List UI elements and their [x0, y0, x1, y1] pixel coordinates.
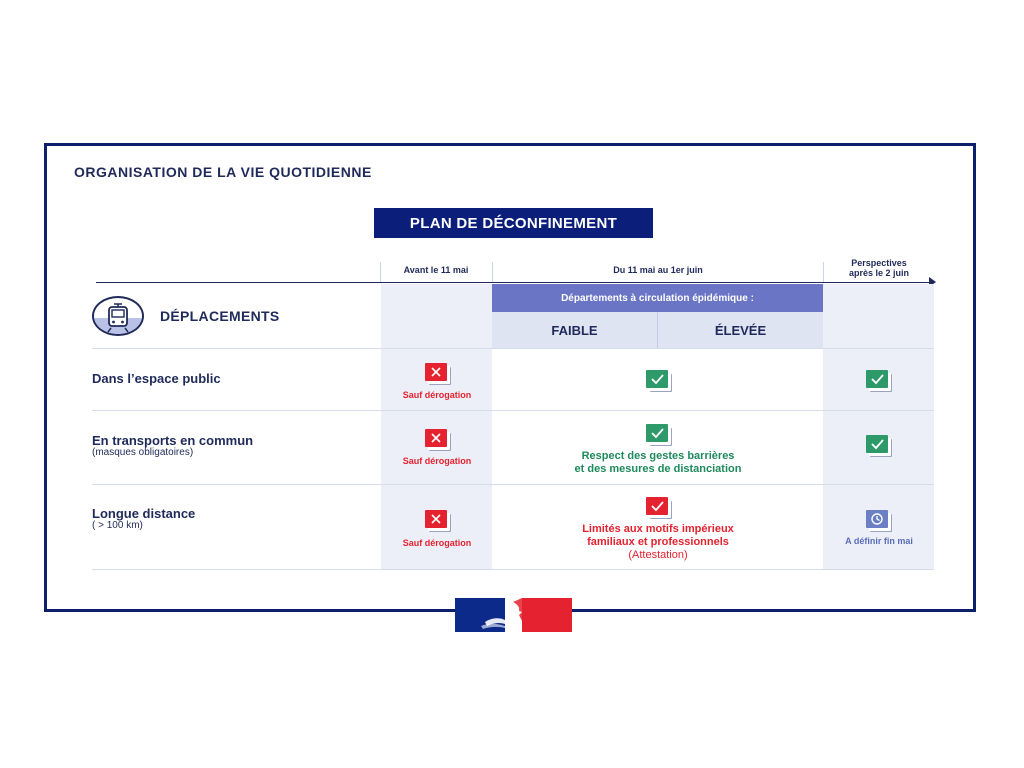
column-head-after-line2: après le 2 juin: [848, 268, 910, 278]
timeline-tick: [492, 262, 493, 282]
allowed-icon: [646, 424, 668, 442]
note-line: Limités aux motifs impérieux: [582, 523, 734, 535]
plan-banner: PLAN DE DÉCONFINEMENT: [374, 208, 653, 238]
note-line: familiaux et professionnels: [587, 536, 729, 548]
clock-icon: [866, 510, 888, 528]
document-title: ORGANISATION DE LA VIE QUOTIDIENNE: [74, 164, 372, 180]
note-line: (Attestation): [628, 549, 688, 561]
row-label-long-distance: Longue distance: [92, 506, 196, 521]
row-label-public-transport: En transports en commun: [92, 433, 254, 448]
row-public-space-before-note: Sauf dérogation: [402, 390, 472, 400]
row-sublabel-long-distance: ( > 100 km): [92, 520, 143, 531]
tram-icon: [92, 296, 144, 336]
row-public-transport-during-note: [494, 450, 822, 476]
column-head-before: Avant le 11 mai: [403, 265, 469, 275]
allowed-icon: [646, 370, 668, 388]
note-line: Respect des gestes barrières: [581, 450, 735, 462]
row-sublabel-public-transport: (masques obligatoires): [92, 447, 194, 458]
row-label-public-space: Dans l’espace public: [92, 371, 221, 386]
row-separator: [92, 484, 934, 485]
row-public-transport-before-note: Sauf dérogation: [402, 456, 472, 466]
epidemic-header: Départements à circulation épidémique :: [492, 284, 823, 312]
row-long-distance-after-note: A définir fin mai: [845, 536, 913, 546]
column-head-during: Du 11 mai au 1er juin: [613, 265, 703, 275]
epidemic-low-label: FAIBLE: [492, 312, 657, 348]
column-head-after: [824, 258, 934, 278]
forbidden-icon: [425, 510, 447, 528]
row-separator: [92, 410, 934, 411]
allowed-icon: [866, 370, 888, 388]
epidemic-high-label: ÉLEVÉE: [658, 312, 823, 348]
note-line: et des mesures de distanciation: [574, 463, 742, 475]
row-separator: [92, 348, 934, 349]
row-long-distance-before-note: Sauf dérogation: [402, 538, 472, 548]
row-long-distance-during-note: [494, 523, 822, 562]
row-separator: [92, 569, 934, 570]
timeline-tick: [823, 262, 824, 282]
epidemic-divider: [657, 312, 658, 348]
restricted-check-icon: [646, 497, 668, 515]
forbidden-icon: [425, 363, 447, 381]
forbidden-icon: [425, 429, 447, 447]
timeline-line: [96, 282, 932, 283]
allowed-icon: [866, 435, 888, 453]
marianne-logo: [455, 598, 572, 632]
timeline-tick: [380, 262, 381, 282]
column-head-after-line1: Perspectives: [851, 258, 907, 268]
category-label: DÉPLACEMENTS: [160, 308, 280, 324]
